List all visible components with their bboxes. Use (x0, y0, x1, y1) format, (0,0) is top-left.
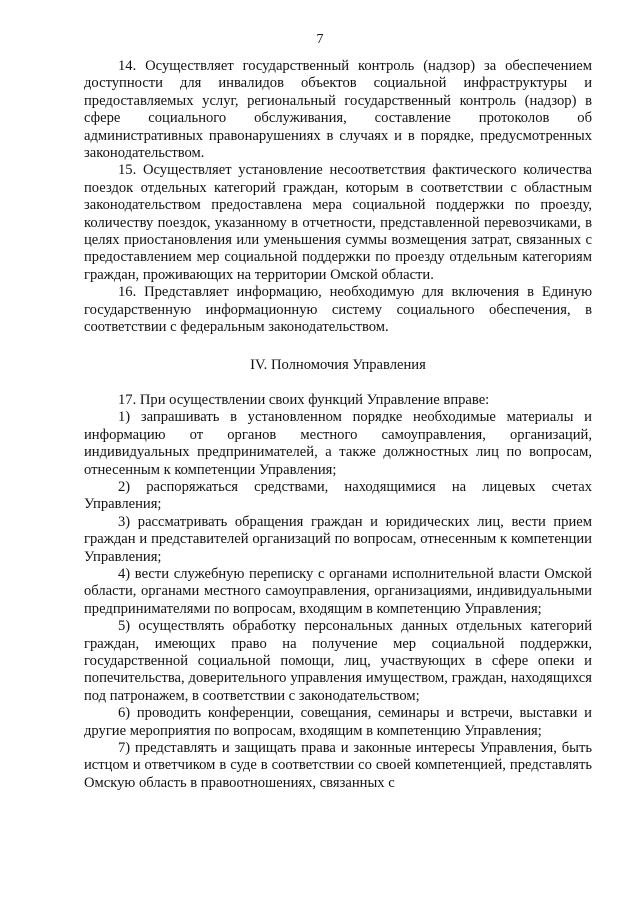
page-number: 7 (316, 32, 324, 47)
list-item-6: 6) проводить конференции, совещания, семинары и встречи, выставки и другие мероприятия по вопросам, входящим в компетенцию Управления; (84, 705, 592, 739)
list-item-1: 1) запрашивать в установленном порядке необходимые материалы и информацию от органов местного самоуправления, организаций, индивидуальных предпринимателей, а также должностных лиц по вопросам, отнесенным к компетенции Управления; (84, 409, 592, 478)
list-item-5: 5) осуществлять обработку персональных данных отдельных категорий граждан, имеющих право на получение мер социальной поддержки, государственной социальной помощи, лиц, участвующих в сфере опеки и попечительства, доверительного управления имуществом, граждан, находящихся под патронажем, в соответствии с законодательством; (84, 618, 592, 704)
paragraph-15: 15. Осуществляет установление несоответствия фактического количества поездок отдельных категорий граждан, которым в соответствии с областным законодательством предоставлена мера социальной поддержки по проезду, количеству поездок, указанному в отчетности, представленной перевозчиками, в целях приостановления или уменьшения суммы возмещения затрат, связанных с предоставлением мер социальной поддержки по проезду отдельным категориям граждан, проживающих на территории Омской области. (84, 162, 592, 283)
list-item-7: 7) представлять и защищать права и законные интересы Управления, быть истцом и ответчиком в суде в соответствии со своей компетенцией, представлять Омскую область в правоотношениях, связанных с (84, 740, 592, 791)
list-item-2: 2) распоряжаться средствами, находящимися на лицевых счетах Управления; (84, 478, 592, 513)
list-item-3: 3) рассматривать обращения граждан и юридических лиц, вести прием граждан и представителей организаций по вопросам, отнесенным к компетенции Управления; (84, 513, 592, 565)
paragraph-16: 16. Представляет информацию, необходимую для включения в Единую государственную информационную систему социального обеспечения, в соответствии с федеральным законодательством. (84, 284, 592, 336)
paragraph-17: 17. При осуществлении своих функций Управление вправе: (118, 391, 490, 408)
paragraph-14: 14. Осуществляет государственный контроль (надзор) за обеспечением доступности для инвалидов объектов социальной инфраструктуры и предоставляемых услуг, региональный государственный контроль (надзор) в сфере социального обслуживания, составление протоколов об административных правонарушениях в случаях и в порядке, предусмотренных законодательством. (84, 58, 592, 162)
section-heading: IV. Полномочия Управления (250, 356, 426, 373)
list-item-4: 4) вести служебную переписку с органами исполнительной власти Омской области, органами местного самоуправления, организациями, индивидуальными предпринимателями по вопросам, входящим в компетенцию Управления; (84, 565, 592, 617)
document-body (84, 58, 592, 792)
